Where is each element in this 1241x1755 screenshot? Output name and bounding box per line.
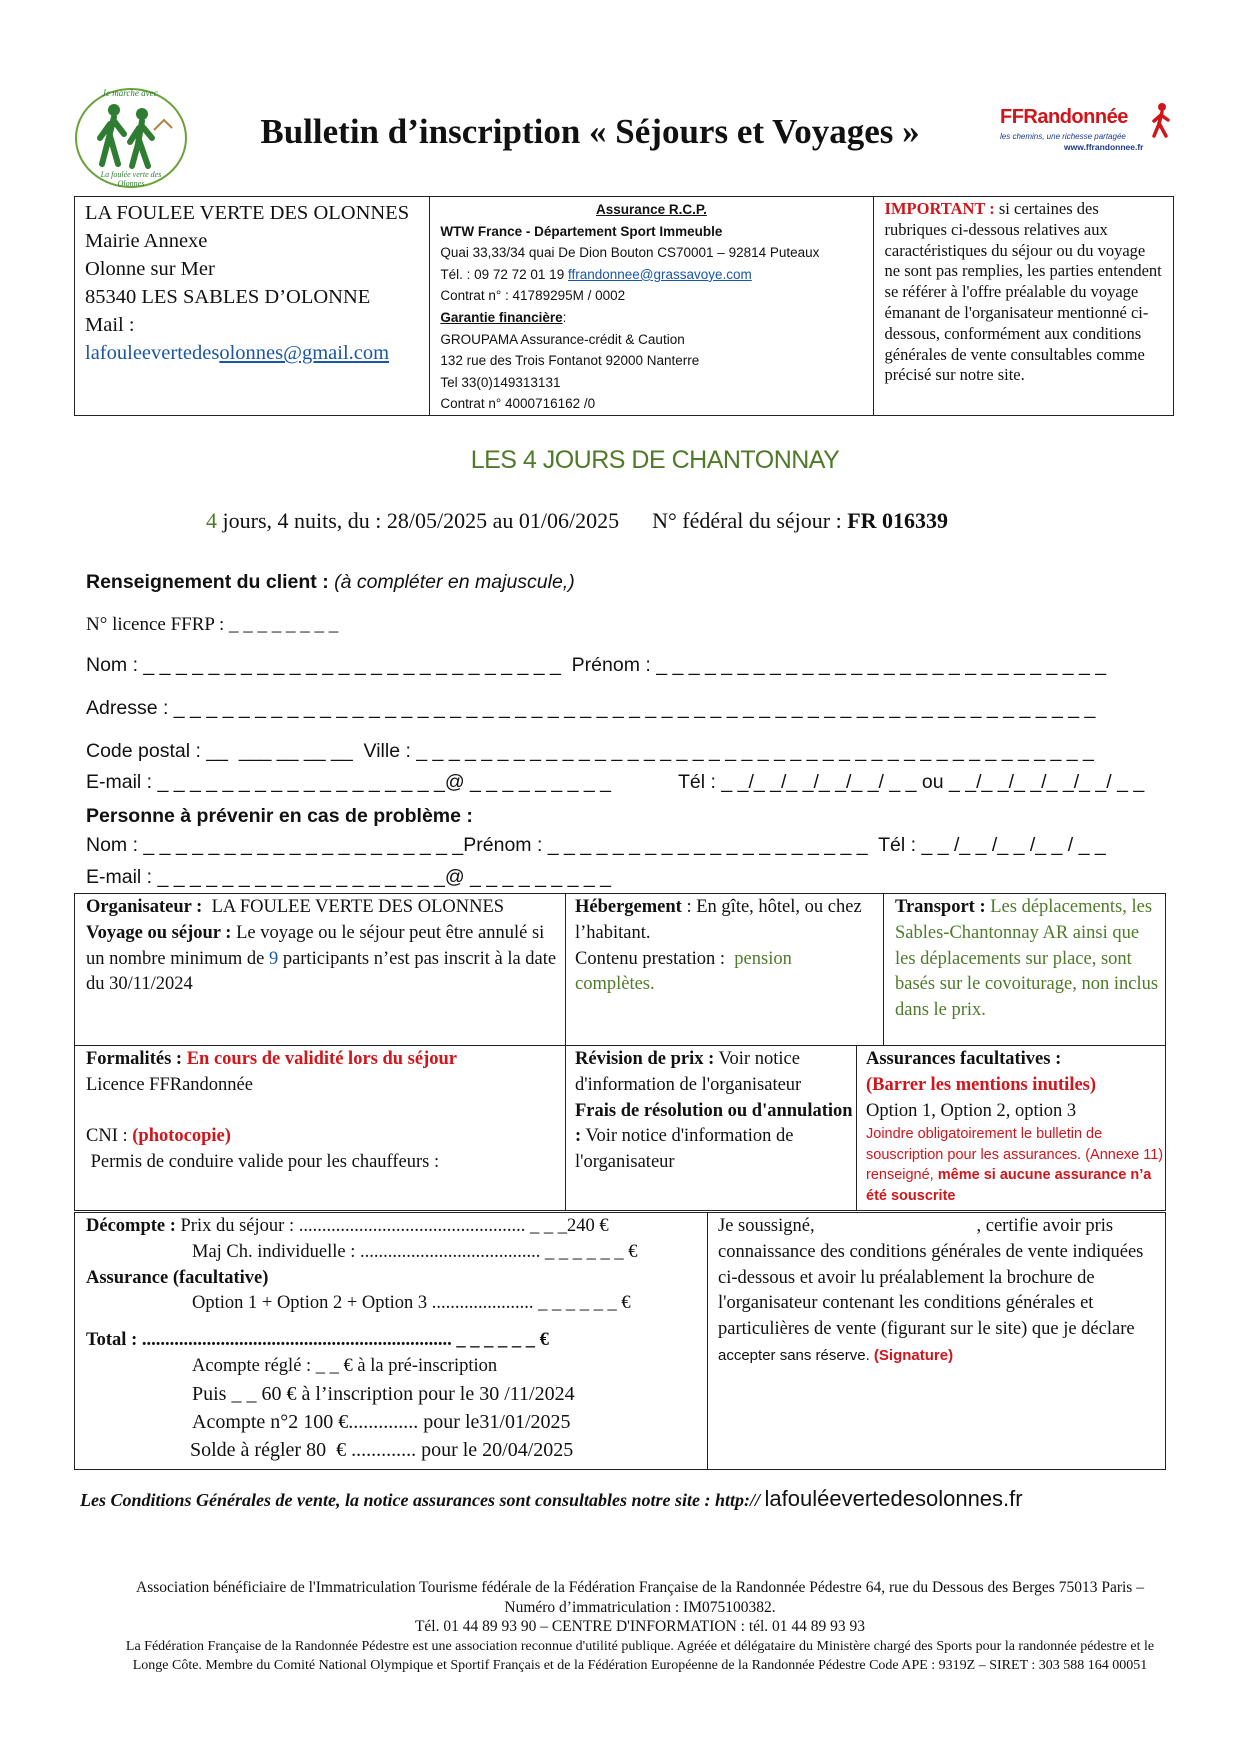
insurance-company: WTW France - Département Sport Immeuble [440,223,723,239]
organisateur-name: LA FOULEE VERTE DES OLONNES [202,897,505,917]
guarantee-colon: : [562,309,567,325]
grid-divider [856,1045,857,1211]
guarantee-address: 132 rue des Trois Fontanot 92000 Nanterre [440,353,700,369]
revision-label: Révision de prix : [575,1049,715,1069]
assurances-cell [866,1047,1164,1206]
client-heading-note: (à compléter en majuscule,) [328,571,575,593]
organisateur-label: Organisateur : [86,897,203,917]
organizer-line4: 85340 LES SABLES D’OLONNE [85,286,371,308]
contact-email-field[interactable]: E-mail : _ _ _ _ _ _ _ _ _ _ _ _ _ _ _ _ _ _@ _ _ _ _ _ _ _ _ _ [86,866,617,888]
grid-divider [707,1212,708,1470]
organisateur-cell [86,895,562,998]
total-line [86,1328,706,1354]
soussigne-cell [718,1214,1162,1369]
important-label: IMPORTANT : [884,199,995,218]
assurances-note: Joindre obligatoirement le bulletin de souscription pour les assurances. (Annexe 11) renseigné, [866,1126,1164,1184]
organizer-address [75,197,430,415]
cgv-text: Les Conditions Générales de vente, la notice assurances sont consultables notre site : http:// [80,1490,765,1510]
footer-line1: Association bénéficiaire de l'Immatriculation Tourisme fédérale de la Fédération Française de la Randonnée Pédestre 64, rue du Dessous des Berges 75013 Paris – Numéro d’immatriculation : IM075100382. [136,1579,1144,1616]
prestation-label: Contenu prestation : [575,948,735,969]
permis-text: Permis de conduire valide pour les chauffeurs : [86,1152,440,1173]
frais-label: Frais de résolution ou d'annulation : [575,1100,853,1147]
organizer-name: LA FOULEE VERTE DES OLONNES [85,202,410,224]
email-field[interactable]: E-mail : _ _ _ _ _ _ _ _ _ _ _ _ _ _ _ _ _ _@ _ _ _ _ _ _ _ _ _ [86,771,617,793]
total-value[interactable]: ................................................................... _ _ _ _ _ _ € [137,1330,549,1351]
voyage-text1: Le voyage ou le séjour peut être annulé si un nombre minimum de [86,922,545,969]
solde-line[interactable]: Solde à régler 80 € ............. pour le 20/04/2025 [190,1438,574,1461]
club-logo [72,86,190,190]
guarantee-company: GROUPAMA Assurance-crédit & Caution [440,331,685,347]
insurance-info [430,197,873,415]
assurances-barrer: (Barrer les mentions inutiles) [866,1074,1097,1095]
assurances-options: Option 1, Option 2, option 3 [866,1100,1077,1121]
club-logo-text-bottom: La foulée verte des Olonnes [100,170,162,188]
cni-note: (photocopie) [132,1126,231,1147]
contact-heading: Personne à prévenir en cas de problème : [86,805,473,827]
trip-details [206,508,948,534]
assurances-note-block [866,1124,1164,1206]
grid-divider [74,1045,1166,1046]
revision-cell [575,1047,853,1176]
cni-label: CNI : [86,1126,133,1147]
prix-sejour-line [86,1214,706,1240]
footer-line3: La Fédération Française de la Randonnée Pédestre est une association reconnue d'utilité publique. Agréée et délégataire du Ministère chargé des Sports pour la randonnée pédestre et le Longe Côte. Membre du Comité National Olympique et Sportif Français et de la Fédération Européenne de la Randonnée Pédestre Code APE : 9319Z – SIRET : 303 588 164 00051 [125,1638,1155,1673]
cgv-site-link[interactable]: lafouléevertedesolonnes.fr [764,1486,1023,1511]
ffrandonnee-logo [1000,106,1180,166]
footer-line2: Tél. 01 44 89 93 90 – CENTRE D'INFORMATION : tél. 01 44 89 93 93 [414,1618,866,1635]
guarantee-title: Garantie financière [440,309,563,325]
footer [120,1578,1160,1675]
name-field[interactable]: Nom : _ _ _ _ _ _ _ _ _ _ _ _ _ _ _ _ _ _ _ _ _ _ _ _ _ _ Prénom : _ _ _ _ _ _ _ _ _ _ _ _ _ _ _ _ _ _ _ _ _ _ _ _ _ _ _ _ [86,654,1107,676]
phone-field[interactable]: Tél : _ _/_ _/_ _/_ _/_ _/ _ _ ou _ _/_ _/_ _/_ _/_ _/ _ _ [678,771,1145,793]
guarantee-title-line [440,307,862,329]
trip-title: LES 4 JOURS DE CHANTONNAY [470,446,840,474]
voyage-label: Voyage ou séjour : [86,922,232,943]
signature-label[interactable]: (Signature) [873,1346,954,1364]
trip-days: 4 [206,508,217,533]
insurance-tel: Tél. : 09 72 72 01 19 [440,266,568,282]
transport-cell [895,895,1163,1024]
assurances-label: Assurances facultatives : [866,1049,1062,1069]
options-line[interactable]: Option 1 + Option 2 + Option 3 ...................... _ _ _ _ _ _ € [192,1293,631,1314]
important-notice [874,197,1173,415]
insurance-tel-line [440,264,862,286]
email-part2[interactable]: olonnes@gmail.com [219,342,390,364]
licence-field[interactable]: N° licence FFRP : _ _ _ _ _ _ _ _ [86,614,339,635]
organizer-line3: Olonne sur Mer [85,258,215,280]
important-text: si certaines des rubriques ci-dessous relatives aux caractéristiques du séjour ou du voyage ne sont pas remplies, les parties entendent se référer à l'offre préalable du voyage émanant de l'organisateur mentionné ci-dessous, conformément aux conditions générales de vente consultables comme précisé sur notre site. [884,199,1162,385]
guarantee-tel: Tel 33(0)149313131 [440,374,561,390]
postal-city-field[interactable]: Code postal : __ ___ __ __ __ Ville : _ _ _ _ _ _ _ _ _ _ _ _ _ _ _ _ _ _ _ _ _ _ _ _ _ _ _ _ _ _ _ _ _ _ _ _ _ _ _ _ _ _ [86,740,1094,762]
hebergement-text: : En gîte, hôtel, ou chez l’habitant. [575,897,862,943]
client-heading [86,571,575,594]
decompte-label: Décompte : [86,1216,176,1236]
soussigne-text: Je soussigné, , certifie avoir pris connaissance des conditions générales de vente indiquées ci-dessous et avoir lu préalablement la brochure de l'organisateur contenant les conditions générales et particulières de vente (figurant sur le site) que je déclare [718,1216,1148,1340]
transport-label: Transport : [895,897,986,917]
email-part1[interactable]: lafouleevertedes [85,342,220,364]
federal-number: FR 016339 [847,508,949,533]
hebergement-label: Hébergement [575,897,682,917]
guarantee-contract: Contrat n° 4000716162 /0 [440,396,596,412]
prestation-value: pension complètes. [575,948,792,995]
insurance-address: Quai 33,33/34 quai De Dion Bouton CS70001 – 92814 Puteaux [440,245,820,261]
organizer-line2: Mairie Annexe [85,230,208,252]
acompte2-line[interactable]: Acompte n°2 100 €.............. pour le31/01/2025 [192,1410,571,1433]
formalites-licence: Licence FFRandonnée [86,1074,253,1095]
acompte-line[interactable]: Acompte réglé : _ _ € à la pré-inscription [192,1355,498,1376]
puis-line[interactable]: Puis _ _ 60 € à l’inscription pour le 30 /11/2024 [192,1382,575,1405]
page-title: Bulletin d’inscription « Séjours et Voyages » [260,112,920,151]
revision-text: Voir notice d'information de l'organisateur [575,1049,802,1095]
address-field[interactable]: Adresse : _ _ _ _ _ _ _ _ _ _ _ _ _ _ _ _ _ _ _ _ _ _ _ _ _ _ _ _ _ _ _ _ _ _ _ _ _ _ _ _ _ _ _ _ _ _ _ _ _ _ _ _ _ _ _ _ _ [86,697,1096,719]
hiker-icon [1150,102,1172,140]
transport-text: Les déplacements, les Sables-Chantonnay AR ainsi que les déplacements sur place, sont basés sur le covoiturage, non inclus dans le prix. [895,897,1159,1021]
grid-divider [565,893,566,1211]
formalites-label: Formalités : [86,1049,183,1069]
voyage-text2: participants n’est pas inscrit à la date du 30/11/2024 [86,948,557,995]
grid-divider [883,893,884,1045]
cgv-notice [80,1486,1023,1512]
maj-line[interactable]: Maj Ch. individuelle : ....................................... _ _ _ _ _ _ € [192,1241,638,1262]
assurance-facultative-label: Assurance (facultative) [86,1267,269,1288]
rcp-title: Assurance R.C.P. [596,202,707,217]
total-label: Total : [86,1330,138,1351]
insurance-contract: Contrat n° : 41789295M / 0002 [440,288,626,304]
organizer-email[interactable] [85,339,419,367]
hebergement-cell [575,895,875,998]
contact-name-field[interactable]: Nom : _ _ _ _ _ _ _ _ _ _ _ _ _ _ _ _ _ _ _ _Prénom : _ _ _ _ _ _ _ _ _ _ _ _ _ _ _ _ _ _ _ _ Tél : _ _ /_ _ /_ _ /_ _ / _ _ [86,834,1106,856]
ffrandonnee-tagline: les chemins, une richesse partagée [1000,132,1126,141]
client-heading-label: Renseignement du client : [86,571,329,593]
decompte-cell [86,1214,706,1464]
info-table [74,196,1174,416]
assurances-note-bold: même si aucune assurance n’a été souscrite [866,1167,1152,1204]
frais-text: Voir notice d'information de l'organisateur [575,1126,794,1173]
insurance-email-link[interactable]: ffrandonnee@grassavoye.com [567,266,752,282]
formalites-cell [86,1047,562,1176]
min-participants: 9 [268,948,279,969]
club-logo-text-top: Je marche avec [102,88,158,98]
trip-dates: jours, 4 nuits, du : 28/05/2025 au 01/06/2025 N° fédéral du séjour : [217,508,848,533]
formalites-validity: En cours de validité lors du séjour [182,1049,458,1069]
ffrandonnee-url: www.ffrandonnee.fr [1064,142,1144,152]
prix-sejour[interactable]: Prix du séjour : ................................................. _ _ _240 € [175,1216,609,1236]
soussigne-accept: accepter sans réserve. [718,1346,874,1364]
ffrandonnee-brand: FFRandonnée [1000,106,1128,128]
mail-label: Mail : [85,314,135,336]
